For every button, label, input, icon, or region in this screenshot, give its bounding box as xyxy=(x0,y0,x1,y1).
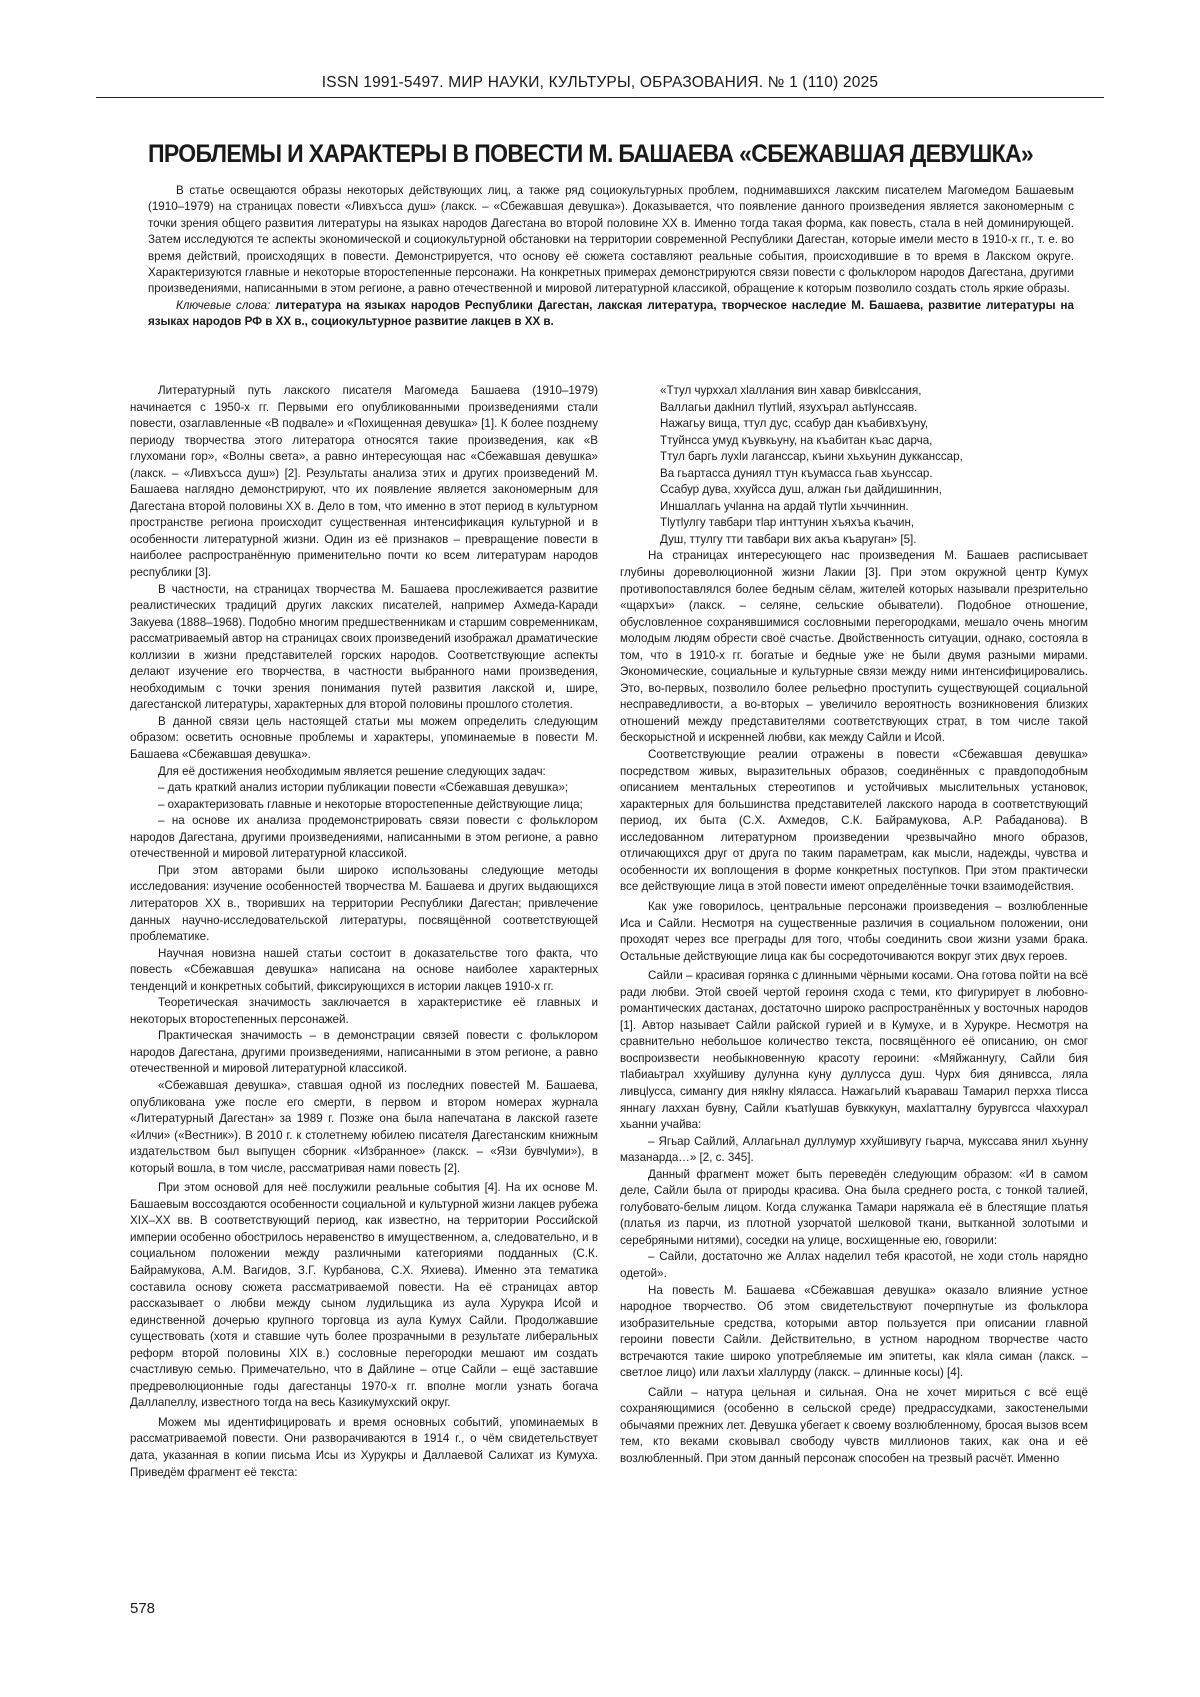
paragraph: В частности, на страницах творчества М. Башаева прослеживается развитие реалистических традиций других лакских писателей, например Ахмеда-Каради Закуева (1888–1968). Подобно многим предшественникам и старшим современникам, рассматриваемый автор на страницах своих произведений изображал драматические коллизии в жизни представителей горских народов. Соответствующие аспекты делают изучение его творчества, в частности выбранного нами произведения, необходимым с точки зрения понимания путей развития лакской и, шире, дагестанской литературы, характерных для второй половины прошлого столетия. xyxy=(130,582,598,714)
paragraph: Сайли – красивая горянка с длинными чёрными косами. Она готова пойти на всё ради любви. Этой своей чертой героиня схода с теми, кто фигурирует в любовно-романтических дастанах, достаточно широко распространённых у восточных народов [1]. Автор называет Сайли райской гурией и в Кумухе, и в Хурукре. Несмотря на сравнительно небольшое количество текста, посвящённого её описанию, он смог воспроизвести необыкновенную красоту героини: «Мяйжаннугу, Сайли бия тlабиаьтрал ххуйшиву дулунна куну дуллусса душ. Чурх бия дянивсса, ляла ливцlусса, симангу дия някlну кlяласса. Нажагьлий къараваш Тамарил перхха тlисса яннагу лаххан бувну, Сайли къатlушав бувккукун, махlатталну бурувгсса чlаххурал хьанни учайва: xyxy=(620,968,1088,1133)
verse-line: Ссабур дува, ххуйсса душ, алжан гьи дайдишиннин, xyxy=(660,482,1088,499)
keywords-text: литература на языках народов Республики Дагестан, лакская литература, творческое наследие М. Башаева, развитие литературы на языках народов РФ в XX в., социокультурное развитие лакцев в XX в. xyxy=(148,299,1074,328)
keywords-label: Ключевые слова: xyxy=(176,299,270,312)
paragraph: Сайли – натура цельная и сильная. Она не хочет мириться с всё ещё сохраняющимися (особенно в сельской среде) предрассудками, закостенелыми обычаями прежних лет. Девушка убегает к своему возлюбленному, бросая вызов всем тем, кто веками сковывал свободу чувств миллионов таких, как она и её возлюбленный. При этом данный персонаж способен на трезвый расчёт. Именно xyxy=(620,1385,1088,1468)
article-title: ПРОБЛЕМЫ И ХАРАКТЕРЫ В ПОВЕСТИ М. БАШАЕВА «СБЕЖАВШАЯ ДЕВУШКА» xyxy=(148,140,1031,169)
verse-line: Душ, ттулгу тти тавбари вих акъа къаруган» [5]. xyxy=(660,532,1088,549)
left-column xyxy=(130,383,598,1481)
verse-quote xyxy=(620,383,1088,548)
verse-line: Иншаллагь учlанна на ардай тlутlи хьччиннин. xyxy=(660,499,1088,516)
paragraph: Для её достижения необходимым является решение следующих задач: xyxy=(130,764,598,781)
paragraph: Научная новизна нашей статьи состоит в доказательстве того факта, что повесть «Сбежавшая девушка» написана на основе наиболее характерных тенденций и конкретных событий, фиксирующихся в истории лакцев 1910-х гг. xyxy=(130,946,598,996)
paragraph: Литературный путь лакского писателя Магомеда Башаева (1910–1979) начинается с 1950-х гг. Первыми его опубликованными произведениями стали повести, озаглавленные «В подвале» и «Похищенная девушка» [1]. К более позднему периоду творчества этого литератора относятся такие произведения, как «В глухомани гор», «Волны света», а равно интересующая нас «Сбежавшая девушка» (лакск. – «Ливхъсса душ») [2]. Результаты анализа этих и других произведений М. Башаева наглядно демонстрируют, что их появление является закономерным для Дагестана второй половины XX в. Дело в том, что именно в этот период в культурном пространстве региона происходит существенная интенсификация культурной и в особенности литературной жизни. Один из её признаков – превращение повести в наиболее распространённую применительно почти ко всем литературам народов республики [3]. xyxy=(130,383,598,582)
header-rule xyxy=(96,97,1104,98)
journal-header: ISSN 1991-5497. МИР НАУКИ, КУЛЬТУРЫ, ОБРАЗОВАНИЯ. № 1 (110) 2025 xyxy=(96,74,1104,92)
list-item: – на основе их анализа продемонстрировать связи повести с фольклором народов Дагестана, другими произведениями, написанными в этом регионе, а равно отечественной и мировой литературной классикой. xyxy=(130,813,598,863)
paragraph: На повесть М. Башаева «Сбежавшая девушка» оказало влияние устное народное творчество. Об этом свидетельствуют почерпнутые из фольклора изобразительные средства, которыми автор пользуется при описании главной героини повести Сайли. Действительно, в устном народном творчестве часто встречаются такие широко употребляемые им эпитеты, как кlяла симан (лакск. – светлое лицо) или лахъи хlаллурду (лакск. – длинные косы) [4]. xyxy=(620,1283,1088,1382)
list-item: – дать краткий анализ истории публикации повести «Сбежавшая девушка»; xyxy=(130,780,598,797)
paragraph: Практическая значимость – в демонстрации связей повести с фольклором народов Дагестана, другими произведениями, написанными в этом регионе, а равно отечественной и мировой литературной классикой. xyxy=(130,1028,598,1078)
abstract-text: В статье освещаются образы некоторых действующих лиц, а также ряд социокультурных проблем, поднимавшихся лакским писателем Магомедом Башаевым (1910–1979) на страницах повести «Ливхъсса душ» (лакск. – «Сбежавшая девушка»). Доказывается, что появление данного произведения является закономерным с точки зрения общего развития литературы на языках народов Дагестана во второй половине XX в. Именно тогда такая форма, как повесть, стала в ней доминирующей. Затем исследуются те аспекты экономической и социокультурной обстановки на территории современной Республики Дагестан, которые имели место в 1910-х гг., т. е. во время действий, происходящих в повести. Демонстрируется, что основу её сюжета составляют реальные события, происходившие в то время в Лакском округе. Характеризуются главные и некоторые второстепенные персонажи. На конкретных примерах демонстрируются связи повести с фольклором народов Дагестана, другими произведениями, написанными в этом регионе, а равно отечественной и мировой литературной классикой, обращение к которым позволило создать столь яркие образы. xyxy=(148,183,1074,298)
verse-line: Тlутlулгу тавбари тlар инттунин хъяхъа къачин, xyxy=(660,515,1088,532)
paragraph: Данный фрагмент может быть переведён следующим образом: «И в самом деле, Сайли была от природы красива. Она была среднего роста, с тонкой талией, голубовато-белым лицом. Когда служанка Тамари наряжала её в блестящие платья (платья из парчи, из плотной узорчатой шелковой ткани, вытканной золотыми и серебряными нитями), соседки на улице, восхищенные ею, говорили: xyxy=(620,1167,1088,1250)
verse-line: Ва гьартасса дуниял ттун къумасса гьав хьунссар. xyxy=(660,466,1088,483)
paragraph: На страницах интересующего нас произведения М. Башаев расписывает глубины дореволюционной жизни Лакии [3]. При этом окружной центр Кумух противопоставлялся более бедным сёлам, жителей которых называли презрительно «щархъи» (лакск. – селяне, сельские обыватели). Подобное отношение, обусловленное сохранявшимися сословными перегородками, мешало очень многим молодым людям обрести своё счастье. Двойственность ситуации, однако, состояла в том, что в 1910-х гг. богатые и бедные уже не были двумя разными мирами. Экономические, социальные и культурные связи между ними интенсифицировались. Это, во-первых, позволило более рельефно проступить существующей социальной несправедливости, а во-вторых – увеличило вероятность возникновения близких отношений между представителями соответствующих страт, в том числе такой бескорыстной и искренней любви, как между Сайли и Исой. xyxy=(620,548,1088,747)
list-item: – охарактеризовать главные и некоторые второстепенные действующие лица; xyxy=(130,797,598,814)
paragraph: При этом авторами были широко использованы следующие методы исследования: изучение особенностей творчества М. Башаева и других выдающихся литераторов XX в., творивших на территории Республики Дагестан; привлечение данных научно-исследовательской литературы, посвящённой соответствующей проблематике. xyxy=(130,863,598,946)
right-column xyxy=(620,383,1088,1468)
paragraph: Теоретическая значимость заключается в характеристике её главных и некоторых второстепенных персонажей. xyxy=(130,995,598,1028)
paragraph: Как уже говорилось, центральные персонажи произведения – возлюбленные Иса и Сайли. Несмотря на существенные различия в социальном положении, они проходят через все преграды для того, чтобы соединить свои жизни узами брака. Остальные действующие лица как бы сосредоточиваются вокруг этих двух героев. xyxy=(620,899,1088,965)
quote-line: – Ягьар Сайлий, Аллагьнал дуллумур ххуйшивугу гьарча, мукссава янил хьунну мазанарда…» [2, с. 345]. xyxy=(620,1134,1088,1167)
paragraph: При этом основой для неё послужили реальные события [4]. На их основе М. Башаевым воссоздаются особенности социальной и культурной жизни лакцев рубежа XIX–XX вв. В соответствующий период, как известно, на территории Российской империи особенно обострилось неравенство в имущественном, а, следовательно, и в социальном положении между различными категориями подданных (С.К. Байрамукова, А.М. Вагидов, З.Г. Курбанова, С.Х. Яхиева). Именно эта тематика составила основу сюжета рассматриваемой повести. На её страницах автор рассказывает о любви между сыном лудильщика из аула Хурукра Исой и единственной дочерью крупного торговца из аула Кумух Сайли. Продолжавшие существовать (хотя и ставшие чуть более прозрачными в результате либеральных реформ второй половины XIX в.) сословные перегородки мешают им создать счастливую семью. Примечательно, что в Дайлине – отце Сайли – ещё заставшие предреволюционные годы дагестанцы 1970-х гг. вполне могли узнать богача Даллапеллу, известного тогда на весь Казикумухский округ. xyxy=(130,1180,598,1412)
quote-line: – Сайли, достаточно же Аллах наделил тебя красотой, не ходи столь нарядно одетой». xyxy=(620,1249,1088,1282)
keywords xyxy=(148,298,1074,331)
verse-line: Валлагьи дакlнил тlутlий, язухърал аьтlунссаяв. xyxy=(660,400,1088,417)
paragraph: В данной связи цель настоящей статьи мы можем определить следующим образом: осветить основные проблемы и характеры, упоминаемые в повести М. Башаева «Сбежавшая девушка». xyxy=(130,714,598,764)
paragraph: «Сбежавшая девушка», ставшая одной из последних повестей М. Башаева, опубликована уже после его смерти, в первом и втором номерах журнала «Литературный Дагестан» за 1989 г. Позже она была напечатана в лакской газете «Илчи» («Вестник»). В 2010 г. к столетнему юбилею писателя Дагестанским книжным издательством был выпущен сборник «Избранное» (лакск. – «Язи бувчlуми»), в который вошла, в том числе, рассматривая нами повесть [2]. xyxy=(130,1078,598,1177)
paragraph: Можем мы идентифицировать и время основных событий, упоминаемых в рассматриваемой повести. Они разворачиваются в 1914 г., о чём свидетельствует дата, указанная в копии письма Исы из Хурукры и Даллаевой Салихат из Кумуха. Приведём фрагмент её текста: xyxy=(130,1415,598,1481)
paragraph: Соответствующие реалии отражены в повести «Сбежавшая девушка» посредством живых, выразительных образов, соединённых с правдоподобным описанием ментальных стереотипов и устойчивых мыслительных установок, характерных для большинства представителей лакского народа в соответствующий период, их быта (С.Х. Ахмедов, С.К. Байрамукова, А.Р. Рабаданова). В исследованном литературном произведении чрезвычайно много образов, отличающихся друг от друга по таким параметрам, как мысли, надежды, чувства и особенности их воплощения в форме конкретных поступков. При этом практически все действующие лица в этой повести имеют определённые точки взаимодействия. xyxy=(620,747,1088,896)
page-number: 578 xyxy=(130,1600,155,1617)
verse-line: Нажагьу вища, ттул дус, ссабур дан къабивхъуну, xyxy=(660,416,1088,433)
verse-line: «Ттул чурххал хlаллания вин хавар бивкlссания, xyxy=(660,383,1088,400)
verse-line: Ттуйнсса умуд къувкьуну, на къабитан къас дарча, xyxy=(660,433,1088,450)
verse-line: Ттул баргь лухlи лаганссар, къини хьхьунин дукканссар, xyxy=(660,449,1088,466)
abstract xyxy=(148,183,1074,331)
